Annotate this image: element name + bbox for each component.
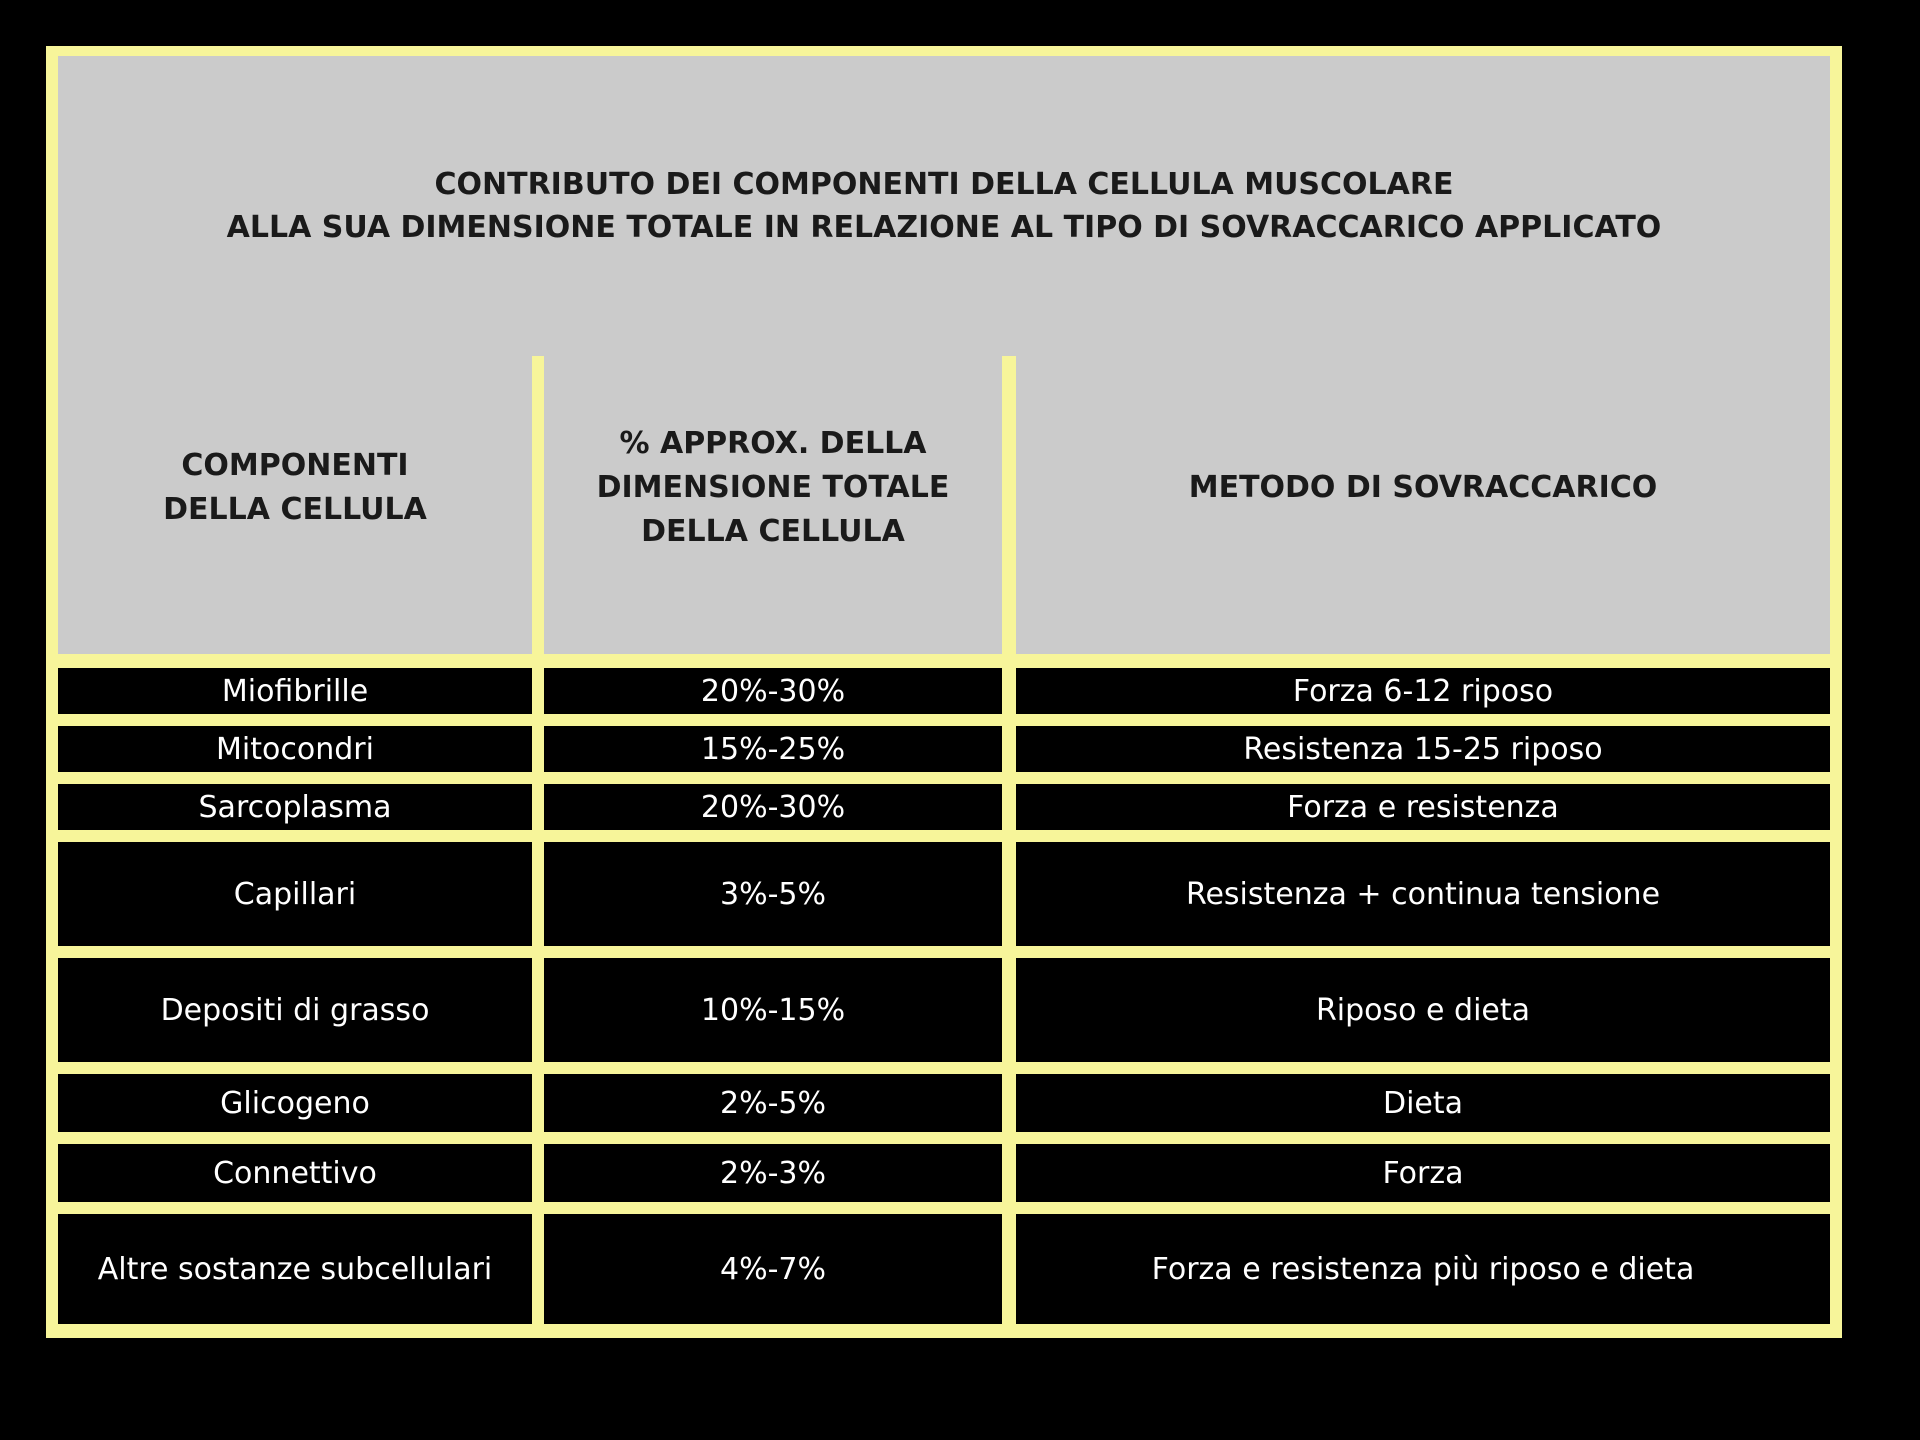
header-components-line-1: COMPONENTI bbox=[181, 448, 409, 483]
cell-component: Glicogeno bbox=[58, 1074, 532, 1132]
components-table bbox=[46, 46, 1842, 1338]
cell-percent: 4%-7% bbox=[544, 1214, 1002, 1324]
cell-component: Depositi di grasso bbox=[58, 958, 532, 1062]
header-components-line-2: DELLA CELLULA bbox=[163, 492, 427, 527]
cell-percent: 3%-5% bbox=[544, 842, 1002, 946]
cell-percent: 20%-30% bbox=[544, 784, 1002, 830]
cell-component: Sarcoplasma bbox=[58, 784, 532, 830]
table-title-line-2: ALLA SUA DIMENSIONE TOTALE IN RELAZIONE AL TIPO DI SOVRACCARICO APPLICATO bbox=[226, 210, 1662, 245]
table-title bbox=[58, 56, 1830, 356]
cell-method: Resistenza 15-25 riposo bbox=[1016, 726, 1830, 772]
cell-method: Forza e resistenza bbox=[1016, 784, 1830, 830]
header-components bbox=[58, 322, 532, 654]
cell-percent: 10%-15% bbox=[544, 958, 1002, 1062]
header-percent-line-1: % APPROX. DELLA bbox=[619, 426, 927, 461]
header-percent-line-3: DELLA CELLULA bbox=[641, 514, 905, 549]
cell-method: Resistenza + continua tensione bbox=[1016, 842, 1830, 946]
cell-percent: 2%-3% bbox=[544, 1144, 1002, 1202]
cell-method: Forza bbox=[1016, 1144, 1830, 1202]
cell-component: Miofibrille bbox=[58, 668, 532, 714]
table-title-line-1: CONTRIBUTO DEI COMPONENTI DELLA CELLULA MUSCOLARE bbox=[434, 167, 1454, 202]
header-percent-line-2: DIMENSIONE TOTALE bbox=[596, 470, 950, 505]
cell-method: Forza e resistenza più riposo e dieta bbox=[1016, 1214, 1830, 1324]
cell-percent: 15%-25% bbox=[544, 726, 1002, 772]
cell-method: Forza 6-12 riposo bbox=[1016, 668, 1830, 714]
header-method-line-1: METODO DI SOVRACCARICO bbox=[1188, 470, 1658, 505]
header-method bbox=[1016, 322, 1830, 654]
cell-method: Riposo e dieta bbox=[1016, 958, 1830, 1062]
cell-component: Capillari bbox=[58, 842, 532, 946]
header-percent bbox=[544, 322, 1002, 654]
cell-component: Mitocondri bbox=[58, 726, 532, 772]
cell-component: Connettivo bbox=[58, 1144, 532, 1202]
cell-component: Altre sostanze subcellulari bbox=[58, 1214, 532, 1324]
cell-percent: 20%-30% bbox=[544, 668, 1002, 714]
cell-method: Dieta bbox=[1016, 1074, 1830, 1132]
cell-percent: 2%-5% bbox=[544, 1074, 1002, 1132]
